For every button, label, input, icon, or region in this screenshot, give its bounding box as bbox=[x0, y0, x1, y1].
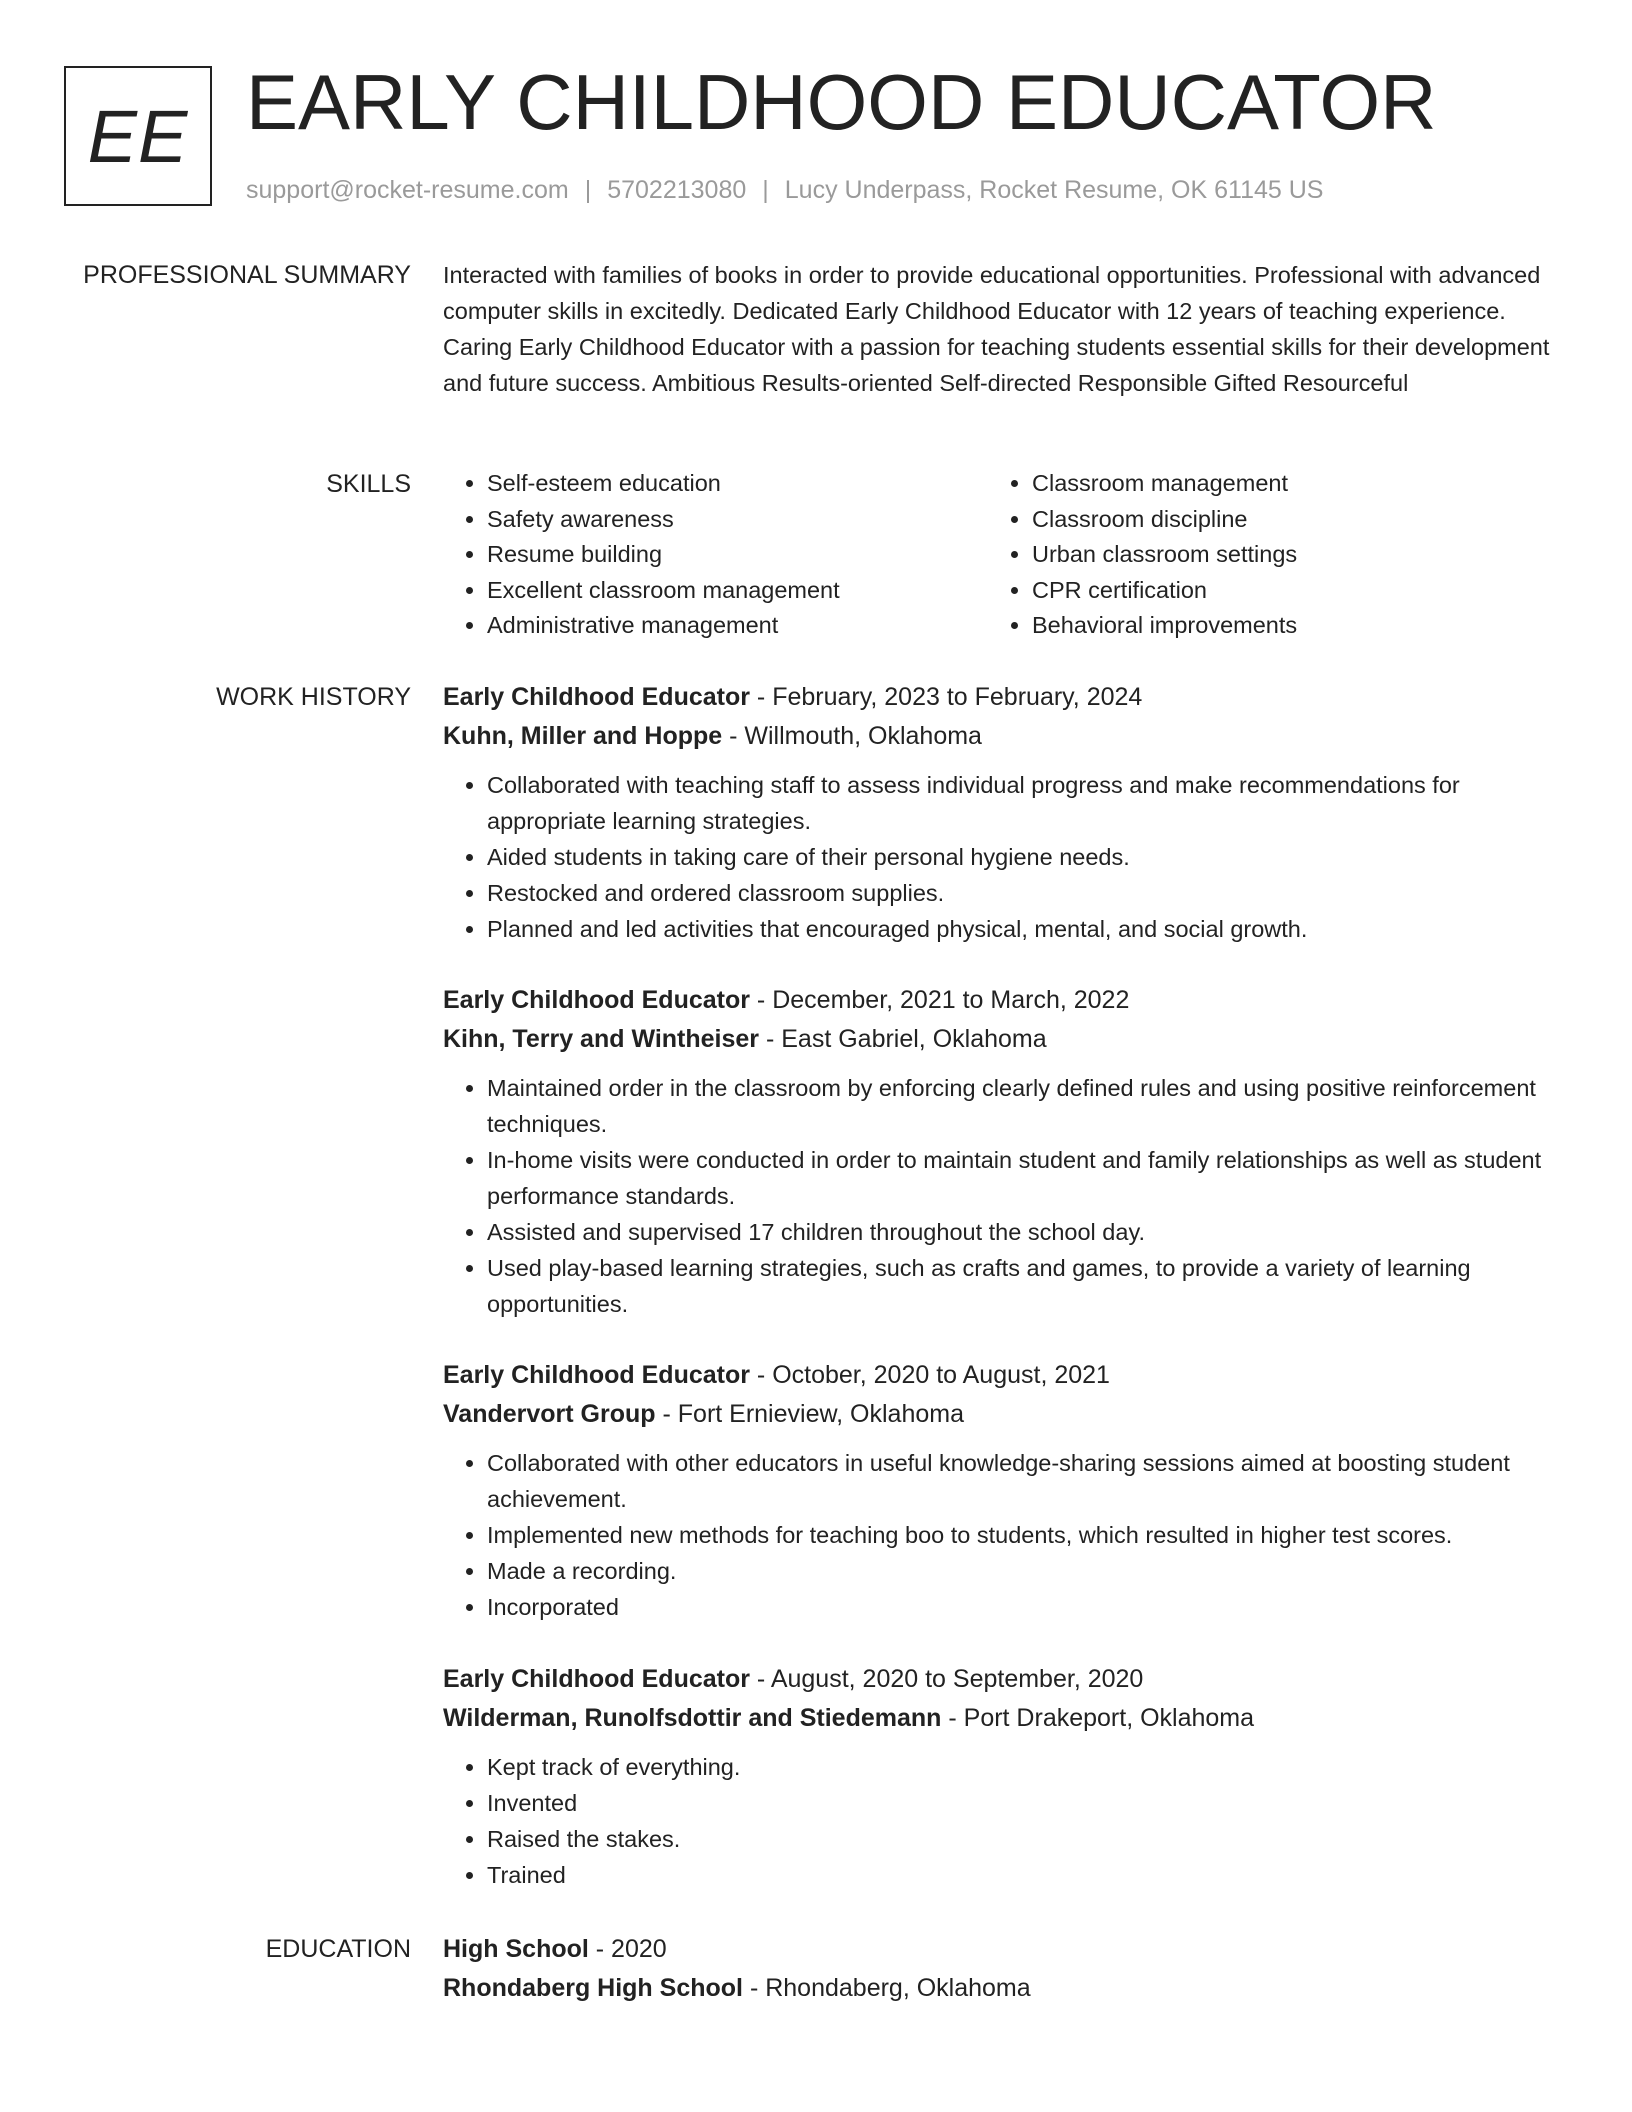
job-company: Kuhn, Miller and Hoppe bbox=[443, 722, 723, 750]
summary-text: Interacted with families of books in order to provide educational opportunities. Professional with advanced computer skills in excitedly. Dedicated Early Childhood Educator with 12 years of teaching experience. Caring Early Childhood Educator with a passion for teaching students essential skills for their development and future success. Ambitious Results-oriented Self-directed Responsible Gifted Resourceful bbox=[443, 262, 1550, 396]
skill-item: • Safety awareness bbox=[487, 502, 988, 538]
job-bullet: • In-home visits were conducted in order to maintain student and family relationships as well as student performance standards. bbox=[487, 1142, 1563, 1214]
job-bullet: • Trained bbox=[487, 1857, 1563, 1893]
contact-email: support@rocket-resume.com bbox=[246, 176, 569, 204]
education-body bbox=[443, 1931, 1563, 2006]
job-title: Early Childhood Educator bbox=[443, 1361, 750, 1389]
job-title-line bbox=[443, 1357, 1563, 1393]
education-school-line bbox=[443, 1970, 1563, 2006]
skill-item: • CPR certification bbox=[1032, 573, 1533, 609]
section-label-summary: PROFESSIONAL SUMMARY bbox=[83, 261, 411, 289]
job-entry bbox=[443, 1661, 1563, 1893]
job-company-line bbox=[443, 1021, 1563, 1057]
job-title-line bbox=[443, 982, 1563, 1018]
job-location: - Fort Ernieview, Oklahoma bbox=[655, 1400, 964, 1428]
job-company: Vandervort Group bbox=[443, 1400, 656, 1428]
job-location: - East Gabriel, Oklahoma bbox=[759, 1025, 1047, 1053]
job-bullet: • Aided students in taking care of their personal hygiene needs. bbox=[487, 839, 1563, 875]
skill-item: • Classroom management bbox=[1032, 466, 1533, 502]
education-degree: High School bbox=[443, 1935, 589, 1963]
job-bullet: • Incorporated bbox=[487, 1589, 1563, 1625]
skill-item: • Resume building bbox=[487, 537, 988, 573]
job-company: Wilderman, Runolfsdottir and Stiedemann bbox=[443, 1704, 942, 1732]
job-entry bbox=[443, 679, 1563, 947]
contact-separator: | bbox=[584, 176, 592, 204]
job-bullets bbox=[443, 1445, 1563, 1625]
job-bullets bbox=[443, 1070, 1563, 1322]
skills-columns bbox=[443, 466, 1563, 644]
skill-item: • Self-esteem education bbox=[487, 466, 988, 502]
summary-body bbox=[443, 257, 1563, 401]
contact-line bbox=[246, 174, 1323, 206]
job-bullet: • Made a recording. bbox=[487, 1553, 1563, 1589]
monogram-badge: EE bbox=[64, 66, 212, 206]
job-dates: - August, 2020 to September, 2020 bbox=[749, 1665, 1144, 1693]
job-bullet: • Collaborated with other educators in useful knowledge-sharing sessions aimed at boosting student achievement. bbox=[487, 1445, 1563, 1517]
education-school: Rhondaberg High School bbox=[443, 1974, 743, 2002]
job-bullets bbox=[443, 767, 1563, 947]
skill-item: • Urban classroom settings bbox=[1032, 537, 1533, 573]
job-bullets bbox=[443, 1749, 1563, 1893]
job-company: Kihn, Terry and Wintheiser bbox=[443, 1025, 760, 1053]
job-title: Early Childhood Educator bbox=[443, 683, 750, 711]
job-bullet: • Restocked and ordered classroom supplies. bbox=[487, 875, 1563, 911]
skill-item: • Behavioral improvements bbox=[1032, 608, 1533, 644]
job-bullet: • Maintained order in the classroom by enforcing clearly defined rules and using positive reinforcement techniques. bbox=[487, 1070, 1563, 1142]
skill-item: • Administrative management bbox=[487, 608, 988, 644]
section-label-education: EDUCATION bbox=[265, 1935, 411, 1963]
education-location: - Rhondaberg, Oklahoma bbox=[743, 1974, 1031, 2002]
job-bullet: • Used play-based learning strategies, such as crafts and games, to provide a variety of learning opportunities. bbox=[487, 1250, 1563, 1322]
job-bullet: • Invented bbox=[487, 1785, 1563, 1821]
job-bullet: • Kept track of everything. bbox=[487, 1749, 1563, 1785]
job-dates: - February, 2023 to February, 2024 bbox=[749, 683, 1143, 711]
job-dates: - October, 2020 to August, 2021 bbox=[749, 1361, 1110, 1389]
section-label-work-history: WORK HISTORY bbox=[216, 683, 411, 711]
education-degree-line bbox=[443, 1931, 1563, 1967]
job-location: - Port Drakeport, Oklahoma bbox=[941, 1704, 1255, 1732]
contact-phone: 5702213080 bbox=[607, 176, 747, 204]
job-bullet: • Assisted and supervised 17 children throughout the school day. bbox=[487, 1214, 1563, 1250]
job-bullet: • Collaborated with teaching staff to assess individual progress and make recommendations for appropriate learning strategies. bbox=[487, 767, 1563, 839]
contact-address: Lucy Underpass, Rocket Resume, OK 61145 US bbox=[784, 176, 1324, 204]
contact-separator: | bbox=[762, 176, 769, 204]
skills-list-left bbox=[443, 466, 988, 644]
skills-list-right bbox=[988, 466, 1533, 644]
job-company-line bbox=[443, 718, 1563, 754]
job-company-line bbox=[443, 1396, 1563, 1432]
resume-title: EARLY CHILDHOOD EDUCATOR bbox=[246, 58, 1437, 146]
job-bullet: • Implemented new methods for teaching boo to students, which resulted in higher test scores. bbox=[487, 1517, 1563, 1553]
section-label-skills: SKILLS bbox=[326, 470, 411, 498]
job-company-line bbox=[443, 1700, 1563, 1736]
job-location: - Willmouth, Oklahoma bbox=[722, 722, 982, 750]
job-bullet: • Planned and led activities that encouraged physical, mental, and social growth. bbox=[487, 911, 1563, 947]
skill-item: • Classroom discipline bbox=[1032, 502, 1533, 538]
job-title-line bbox=[443, 1661, 1563, 1697]
job-title: Early Childhood Educator bbox=[443, 1665, 750, 1693]
job-dates: - December, 2021 to March, 2022 bbox=[749, 986, 1130, 1014]
job-title-line bbox=[443, 679, 1563, 715]
skills-body bbox=[443, 466, 1563, 644]
job-entry bbox=[443, 1357, 1563, 1625]
education-year: - 2020 bbox=[588, 1935, 667, 1963]
job-entry bbox=[443, 982, 1563, 1322]
skill-item: • Excellent classroom management bbox=[487, 573, 988, 609]
job-bullet: • Raised the stakes. bbox=[487, 1821, 1563, 1857]
job-title: Early Childhood Educator bbox=[443, 986, 750, 1014]
